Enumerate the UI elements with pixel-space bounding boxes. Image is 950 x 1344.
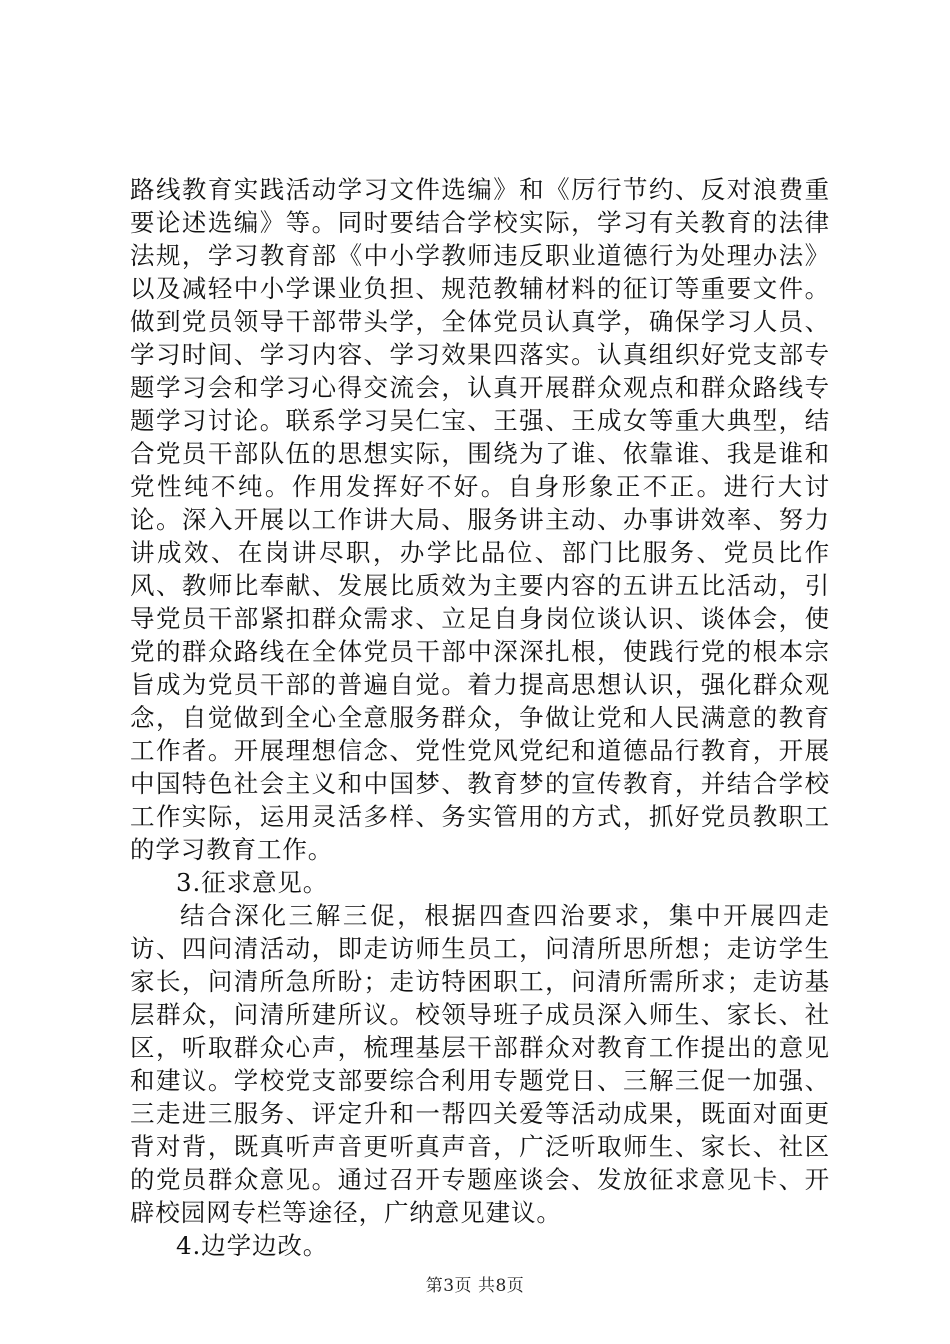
section-heading-learn-and-correct: 4.边学边改。: [176, 1231, 329, 1260]
document-body: [130, 173, 830, 1262]
paragraph-solicit-opinions: 结合深化三解三促，根据四查四治要求，集中开展四走访、四问清活动，即走访师生员工，问清所思所想；走访学生家长，问清所急所盼；走访特困职工，问清所需所求；走访基层群众，问清所建所议。校领导班子成员深入师生、家长、社区，听取群众心声，梳理基层干部群众对教育工作提出的意见和建议。学校党支部要综合利用专题党日、三解三促一加强、三走进三服务、评定升和一帮四关爱等活动成果，既面对面更背对背，既真听声音更听真声音，广泛听取师生、家长、社区的党员群众意见。通过召开专题座谈会、发放征求意见卡、开辟校园网专栏等途径，广纳意见建议。: [130, 901, 830, 1227]
paragraph-study-content: 路线教育实践活动学习文件选编》和《厉行节约、反对浪费重要论述选编》等。同时要结合学校实际，学习有关教育的法律法规，学习教育部《中小学教师违反职业道德行为处理办法》以及减轻中小学课业负担、规范教辅材料的征订等重要文件。做到党员领导干部带头学，全体党员认真学，确保学习人员、学习时间、学习内容、学习效果四落实。认真组织好党支部专题学习会和学习心得交流会，认真开展群众观点和群众路线专题学习讨论。联系学习吴仁宝、王强、王成女等重大典型，结合党员干部队伍的思想实际，围绕为了谁、依靠谁、我是谁和党性纯不纯。作用发挥好不好。自身形象正不正。进行大讨论。深入开展以工作讲大局、服务讲主动、办事讲效率、努力讲成效、在岗讲尽职，办学比品位、部门比服务、党员比作风、教师比奉献、发展比质效为主要内容的五讲五比活动，引导党员干部紧扣群众需求、立足自身岗位谈认识、谈体会，使党的群众路线在全体党员干部中深深扎根，使践行党的根本宗旨成为党员干部的普遍自觉。着力提高思想认识，强化群众观念，自觉做到全心全意服务群众，争做让党和人民满意的教育工作者。开展理想信念、党性党风党纪和道德品行教育，开展中国特色社会主义和中国梦、教育梦的宣传教育，并结合学校工作实际，运用灵活多样、务实管用的方式，抓好党员教职工的学习教育工作。: [130, 175, 830, 864]
page-number-footer: 第3页 共8页: [425, 1276, 525, 1296]
section-heading-solicit-opinions: 3.征求意见。: [176, 868, 329, 897]
